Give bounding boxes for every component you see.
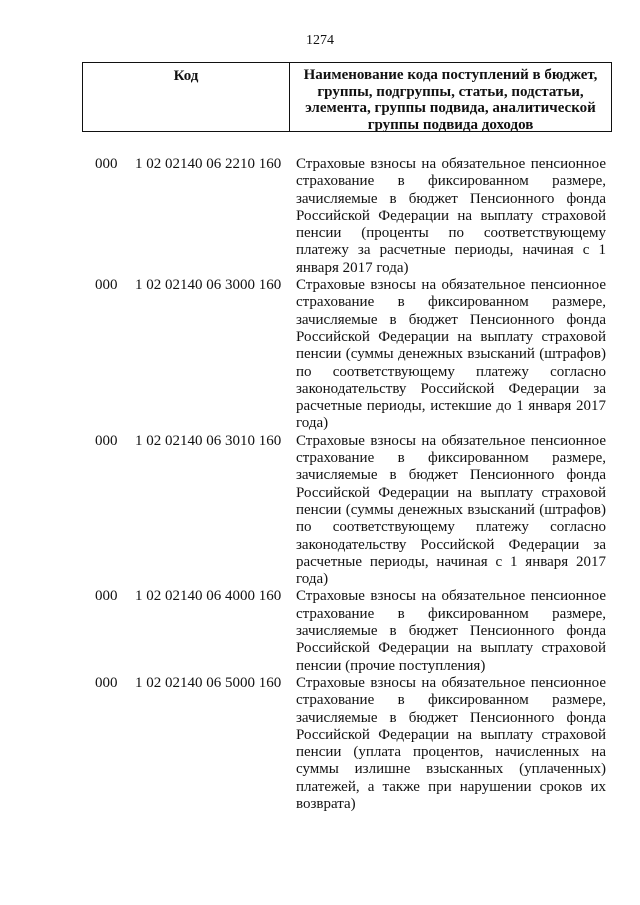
table-header	[82, 62, 612, 132]
table-row	[95, 675, 610, 813]
revenue-code: 1 02 02140 06 2210 160	[135, 156, 282, 172]
revenue-code: 1 02 02140 06 3000 160	[135, 277, 282, 294]
table-row	[95, 156, 610, 277]
admin-code: 000	[95, 277, 118, 294]
page-number: 1274	[306, 33, 334, 48]
revenue-description: Страховые взносы на обязательное пенсионное страхование в фиксированном размере, зачисляемые в бюджет Пенсионного фонда Российской Федерации на выплату страховой пенсии (суммы денежных взысканий (штрафов) по соответствующему платежу согласно законодательству Российской Федерации за расчетные периоды, начиная с 1 января 2017 года)	[296, 432, 606, 588]
revenue-description: Страховые взносы на обязательное пенсионное страхование в фиксированном размере, зачисляемые в бюджет Пенсионного фонда Российской Федерации на выплату страховой пенсии (проценты по соответствующему платежу за расчетные периоды, начиная с 1 января 2017 года)	[296, 156, 606, 276]
admin-code: 000	[95, 588, 118, 605]
table-row	[95, 433, 610, 589]
revenue-code: 1 02 02140 06 3010 160	[135, 432, 282, 449]
revenue-description: Страховые взносы на обязательное пенсионное страхование в фиксированном размере, зачисляемые в бюджет Пенсионного фонда Российской Федерации на выплату страховой пенсии (уплата процентов, начисленных на суммы излишне взысканных (уплаченных) платежей, а также при нарушении сроков их возврата)	[296, 674, 606, 812]
header-name: Наименование кода поступлений в бюджет, группы, подгруппы, статьи, подстатьи, элемента, группы подвида, аналитической группы подвида доходов	[303, 67, 598, 133]
revenue-description: Страховые взносы на обязательное пенсионное страхование в фиксированном размере, зачисляемые в бюджет Пенсионного фонда Российской Федерации на выплату страховой пенсии (суммы денежных взысканий (штрафов) по соответствующему платежу согласно законодательству Российской Федерации за расчетные периоды, истекшие до 1 января 2017 года)	[296, 277, 606, 432]
table-row	[95, 277, 610, 433]
admin-code: 000	[95, 674, 118, 691]
table-body	[95, 156, 610, 813]
table-row	[95, 588, 610, 674]
header-code: Код	[83, 63, 290, 131]
admin-code: 000	[95, 156, 118, 172]
admin-code: 000	[95, 432, 118, 449]
revenue-code: 1 02 02140 06 5000 160	[135, 674, 282, 691]
revenue-code: 1 02 02140 06 4000 160	[135, 588, 282, 605]
revenue-description: Страховые взносы на обязательное пенсионное страхование в фиксированном размере, зачисляемые в бюджет Пенсионного фонда Российской Федерации на выплату страховой пенсии (прочие поступления)	[296, 588, 606, 674]
